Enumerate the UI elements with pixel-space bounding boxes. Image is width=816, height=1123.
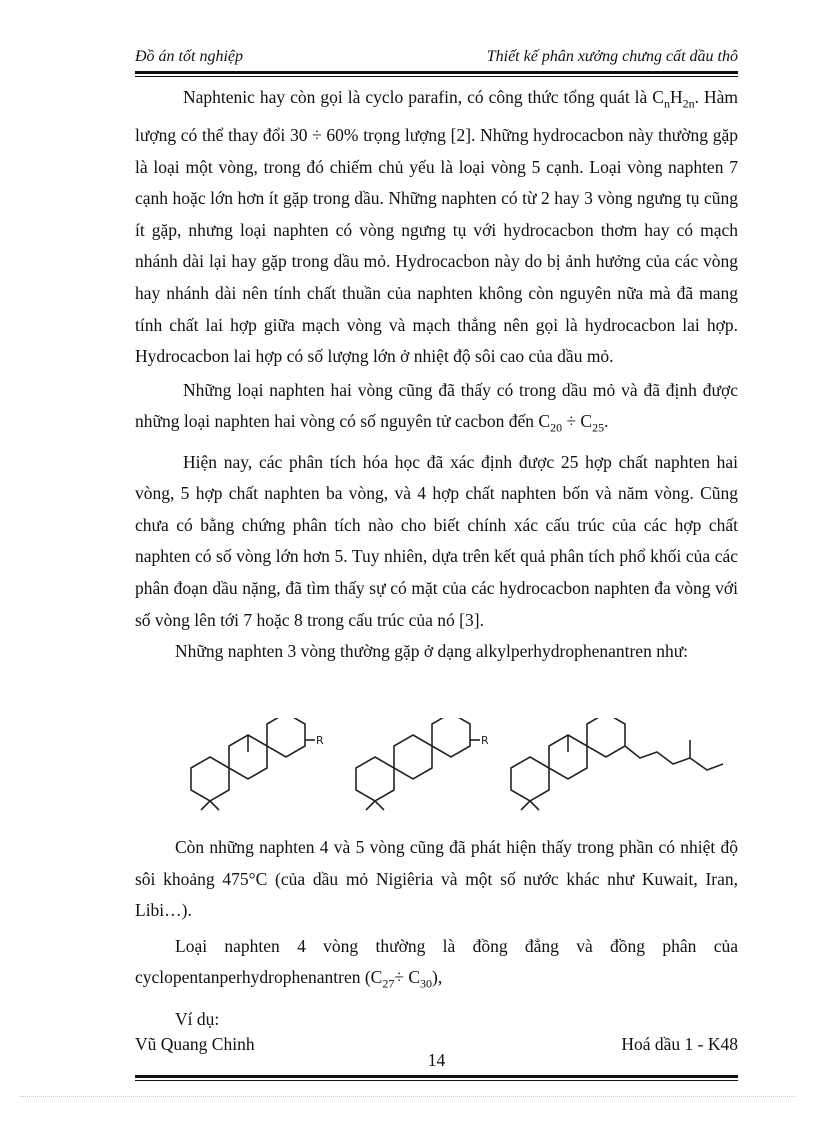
- substituent-r-label-2: R: [481, 734, 489, 747]
- naphthene-structures-figure: [175, 718, 755, 818]
- structure-alkylperhydrophenanthrene-3: [511, 718, 723, 810]
- main-text: [135, 82, 738, 668]
- structure-alkylperhydrophenanthrene-2: [356, 718, 489, 810]
- page-bottom-dotted-edge: [20, 1096, 796, 1097]
- paragraph-2: Những loại naphten hai vòng cũng đã thấy có trong dầu mỏ và đã định được những loại naphten hai vòng có số nguyên tử cacbon đến $C_{20} \div C_{25}$.: [135, 379, 738, 435]
- header-rule-thin: [135, 76, 738, 77]
- main-text-continued: [135, 832, 738, 1036]
- paragraph-4: Những naphten 3 vòng thường gặp ở dạng alkylperhydrophenantren như:: [175, 641, 689, 662]
- footer-rule-thin: [135, 1080, 738, 1081]
- paragraph-1: Naphtenic hay còn gọi là cyclo parafin, có công thức tổng quát là $C_nH_{2n}$. Hàm lượng có thể thay đổi 30 ÷ 60% trọng lượng [2]. Những hydrocacbon này thường gặp là loại một vòng, trong đó chiếm chủ yếu là loại vòng 5 cạnh. Loại vòng naphten 7 cạnh hoặc lớn hơn ít gặp trong dầu. Những naphten có từ 2 hay 3 vòng ngưng tụ cũng ít gặp, nhưng loại naphten có vòng ngưng tụ với hydrocacbon thơm hay có mạch nhánh dài lại hay gặp trong dầu mỏ. Hydrocacbon này do bị ảnh hưởng của các vòng hay nhánh dài nên tính chất thuần của naphten không còn nguyên nữa mà đã mang tính chất lai hợp giữa mạch vòng và mạch thẳng nên gọi là hydrocacbon lai hợp. Hydrocacbon lai hợp có số lượng lớn ở nhiệt độ sôi cao của dầu mỏ.: [135, 87, 738, 367]
- paragraph-7: Ví dụ:: [175, 1009, 220, 1030]
- paragraph-3: Hiện nay, các phân tích hóa học đã xác định được 25 hợp chất naphten hai vòng, 5 hợp chất naphten ba vòng, và 4 hợp chất naphten bốn và năm vòng. Cũng chưa có bằng chứng phân tích nào cho biết chính xác cấu trúc của các hợp chất naphten có số vòng lớn hơn 5. Tuy nhiên, dựa trên kết quả phân tích phổ khối của các phân đoạn dầu nặng, đã tìm thấy sự có mặt của các hydrocacbon naphten đa vòng với số vòng lên tới 7 hoặc 8 trong cấu trúc của nó [3].: [135, 451, 738, 630]
- page-number: 14: [427, 1050, 446, 1070]
- structure-alkylperhydrophenanthrene-1: [191, 718, 324, 810]
- header-rule-thick: [135, 71, 738, 74]
- footer-class: Hoá dầu 1 - K48: [621, 1034, 738, 1054]
- paragraph-6: Loại naphten 4 vòng thường là đồng đẳng và đồng phân của cyclopentanperhydrophenantren $(C_{27}\div C_{30})$,: [135, 935, 738, 991]
- footer-author: Vũ Quang Chinh: [135, 1034, 255, 1054]
- header-right-title: Thiết kế phân xưởng chưng cất dầu thô: [486, 48, 738, 65]
- header-left-title: Đồ án tốt nghiệp: [135, 48, 243, 65]
- page-header: [135, 48, 738, 70]
- paragraph-5: Còn những naphten 4 và 5 vòng cũng đã phát hiện thấy trong phần có nhiệt độ sôi khoảng 475°C (của dầu mỏ Nigiêria và một số nước khác như Kuwait, Iran, Libi…).: [135, 837, 738, 921]
- footer-rule-thick: [135, 1075, 738, 1078]
- substituent-r-label-1: R: [316, 734, 324, 747]
